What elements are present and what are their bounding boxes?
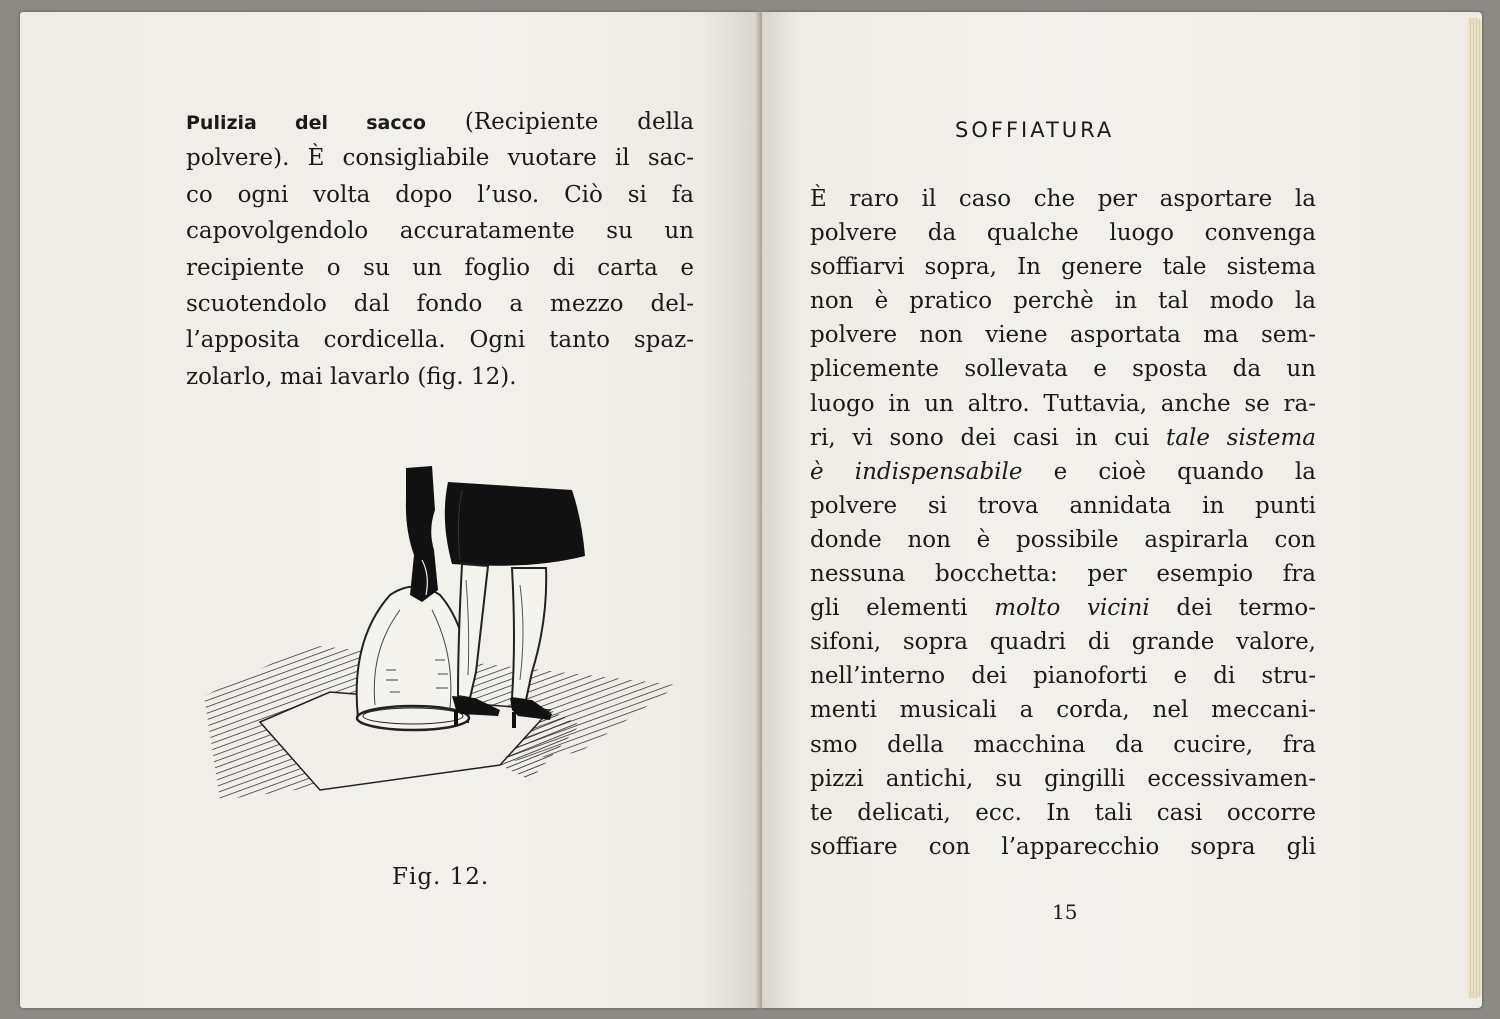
hand-arm — [406, 466, 438, 602]
text-line: recipiente o su un foglio di carta e — [186, 254, 694, 281]
text-span: dei termo- — [1149, 595, 1317, 622]
text-span: (Recipiente della — [425, 109, 694, 135]
figure-caption: Fig. 12. — [392, 864, 490, 890]
italic-span: molto vicini — [994, 595, 1150, 622]
text-line: donde non è possibile aspirarla con — [810, 526, 1316, 553]
text-line: zolarlo, mai lavarlo (fig. 12). — [186, 363, 517, 390]
text-line: non è pratico perchè in tal modo la — [810, 288, 1316, 315]
page-number: 15 — [1052, 900, 1078, 924]
text-line: È raro il caso che per asportare la — [810, 186, 1316, 212]
text-line: soffiare con l’apparecchio sopra gli — [810, 833, 1316, 860]
text-span: e cioè quando la — [1022, 458, 1316, 485]
italic-span: è indispensabile — [810, 458, 1023, 485]
text-line: polvere). È consigliabile vuotare il sac- — [186, 145, 694, 172]
left-paragraph — [186, 104, 694, 395]
text-span: ri, vi sono dei casi in cui — [810, 424, 1167, 451]
text-line — [810, 591, 1316, 625]
skirt — [445, 482, 585, 566]
text-line — [810, 421, 1316, 455]
right-paragraph — [810, 182, 1316, 864]
figure-illustration — [200, 460, 680, 810]
text-line: nell’interno dei pianoforti e di stru- — [810, 663, 1316, 690]
text-line: sifoni, sopra quadri di grande valore, — [810, 629, 1316, 656]
text-line: l’apposita cordicella. Ogni tanto spaz- — [186, 327, 694, 354]
text-line: scuotendolo dal fondo a mezzo del- — [186, 290, 694, 317]
text-line: menti musicali a corda, nel meccani- — [810, 697, 1316, 724]
text-line: luogo in un altro. Tuttavia, anche se ra- — [810, 390, 1316, 417]
text-line: te delicati, ecc. In tali casi occorre — [810, 799, 1316, 826]
text-line — [810, 455, 1316, 489]
text-span: gli elementi — [810, 595, 995, 622]
page-edges — [1468, 18, 1482, 998]
text-line: polvere non viene asportata ma sem- — [810, 322, 1316, 349]
page-heading: SOFFIATURA — [955, 118, 1115, 142]
text-line: polvere si trova annidata in punti — [810, 492, 1316, 519]
text-line — [186, 104, 694, 140]
section-title: Pulizia del sacco — [186, 112, 426, 134]
text-line: plicemente sollevata e sposta da un — [810, 356, 1316, 383]
dust-bag — [357, 587, 469, 731]
text-line: smo della macchina da cucire, fra — [810, 731, 1316, 758]
italic-span: tale sistema — [1166, 424, 1316, 451]
text-line: pizzi antichi, su gingilli eccessivamen- — [810, 765, 1316, 792]
text-line: polvere da qualche luogo convenga — [810, 220, 1316, 247]
text-line: soffiarvi sopra, In genere tale sistema — [810, 254, 1316, 281]
text-line: nessuna bocchetta: per esempio fra — [810, 561, 1316, 588]
text-line: capovolgendolo accuratamente su un — [186, 218, 694, 245]
text-line: co ogni volta dopo l’uso. Ciò si fa — [186, 181, 694, 208]
